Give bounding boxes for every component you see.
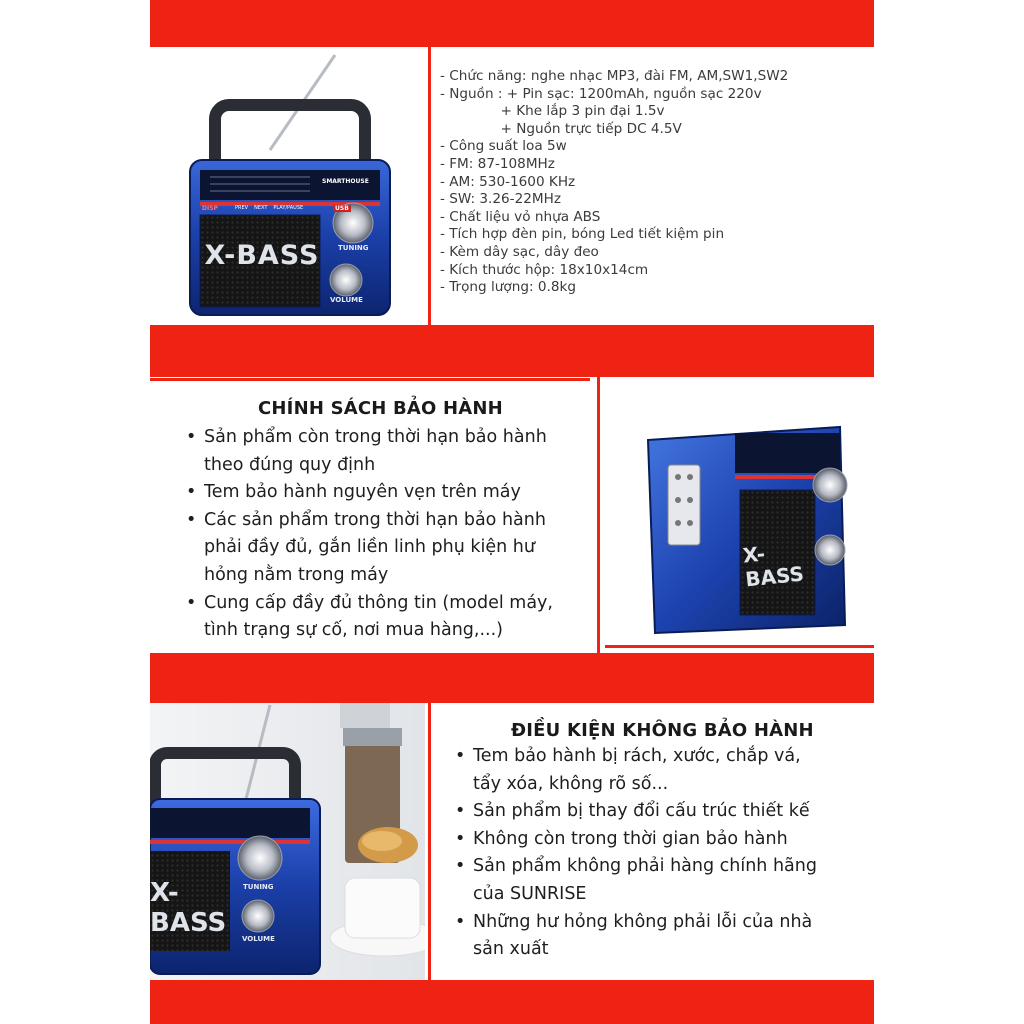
warranty-item: • Các sản phẩm trong thời hạn bảo hành phải đầy đủ, gắn liền linh phụ kiện hư hỏng nằm trong máy xyxy=(186,507,553,590)
radio-button-labels xyxy=(235,205,303,211)
radio-button-next: NEXT xyxy=(254,205,268,211)
spec-line: - Công suất loa 5w xyxy=(440,138,567,155)
radio-photo-angled xyxy=(640,415,862,640)
top-red-band xyxy=(150,0,874,47)
warranty-item: • Cung cấp đầy đủ thông tin (model máy, tình trạng sự cố, nơi mua hàng,...) xyxy=(186,590,553,645)
divider-vertical-1 xyxy=(428,47,431,325)
spec-line: - Trọng lượng: 0.8kg xyxy=(440,279,576,296)
no-warranty-item: • Những hư hỏng không phải lỗi của nhà sản xuất xyxy=(455,909,817,964)
radio-volume-label-lifestyle: VOLUME xyxy=(242,935,275,943)
spec-line: - Tích hợp đèn pin, bóng Led tiết kiệm pin xyxy=(440,226,725,243)
divider-vertical-3 xyxy=(428,703,431,980)
no-warranty-item: • Sản phẩm bị thay đổi cấu trúc thiết kế xyxy=(455,798,817,826)
warranty-item: • Tem bảo hành nguyên vẹn trên máy xyxy=(186,479,553,507)
divider-vertical-2 xyxy=(597,377,600,653)
spec-line: - AM: 530-1600 KHz xyxy=(440,173,576,190)
radio-logo-xbass: X-BASS xyxy=(204,240,320,271)
bottom-red-band xyxy=(150,980,874,1024)
spec-line: - Chất liệu vỏ nhựa ABS xyxy=(440,208,601,225)
spec-line: - Kích thước hộp: 18x10x14cm xyxy=(440,261,649,278)
divider-horizontal-1 xyxy=(150,378,590,381)
spec-line: - Chức năng: nghe nhạc MP3, đài FM, AM,SW1,SW2 xyxy=(440,68,789,84)
no-warranty-item: • Sản phẩm không phải hàng chính hãng của SUNRISE xyxy=(455,853,817,908)
no-warranty-list xyxy=(455,743,817,964)
radio-volume-label: VOLUME xyxy=(330,296,363,304)
radio-logo-xbass-lifestyle: X-BASS xyxy=(150,878,227,938)
no-warranty-title: ĐIỀU KIỆN KHÔNG BẢO HÀNH xyxy=(511,720,814,741)
radio-tuning-label: TUNING xyxy=(338,244,369,252)
radio-logo-xbass-angled: X-BASS xyxy=(741,541,806,592)
radio-usb-badge: USB xyxy=(335,205,349,212)
no-warranty-item: • Không còn trong thời gian bảo hành xyxy=(455,826,817,854)
radio-photo-front xyxy=(170,50,406,320)
spec-line: - Nguồn : + Pin sạc: 1200mAh, nguồn sạc 220v xyxy=(440,85,762,102)
warranty-item: • Sản phẩm còn trong thời hạn bảo hành theo đúng quy định xyxy=(186,424,553,479)
middle-red-band-1 xyxy=(150,325,874,377)
spec-line: + Nguồn trực tiếp DC 4.5V xyxy=(440,120,682,137)
radio-button-playpause: PLAY/PAUSE xyxy=(273,205,304,211)
warranty-title: CHÍNH SÁCH BẢO HÀNH xyxy=(258,398,503,419)
warranty-list xyxy=(186,424,553,645)
spec-line: - FM: 87-108MHz xyxy=(440,155,555,172)
radio-photo-lifestyle xyxy=(150,703,425,980)
divider-horizontal-2 xyxy=(605,645,874,648)
radio-button-prev: PREV xyxy=(235,205,249,211)
radio-brand: SMARTHOUSE xyxy=(322,178,369,185)
no-warranty-item: • Tem bảo hành bị rách, xước, chắp vá, tẩy xóa, không rõ số... xyxy=(455,743,817,798)
spec-line: - Kèm dây sạc, dây đeo xyxy=(440,243,599,260)
middle-red-band-2 xyxy=(150,653,874,703)
spec-list xyxy=(440,68,788,297)
radio-disp-label: DISP xyxy=(202,205,218,212)
spec-line: - SW: 3.26-22MHz xyxy=(440,191,561,208)
radio-tuning-label-lifestyle: TUNING xyxy=(243,883,274,891)
spec-line: + Khe lắp 3 pin đại 1.5v xyxy=(440,103,665,120)
